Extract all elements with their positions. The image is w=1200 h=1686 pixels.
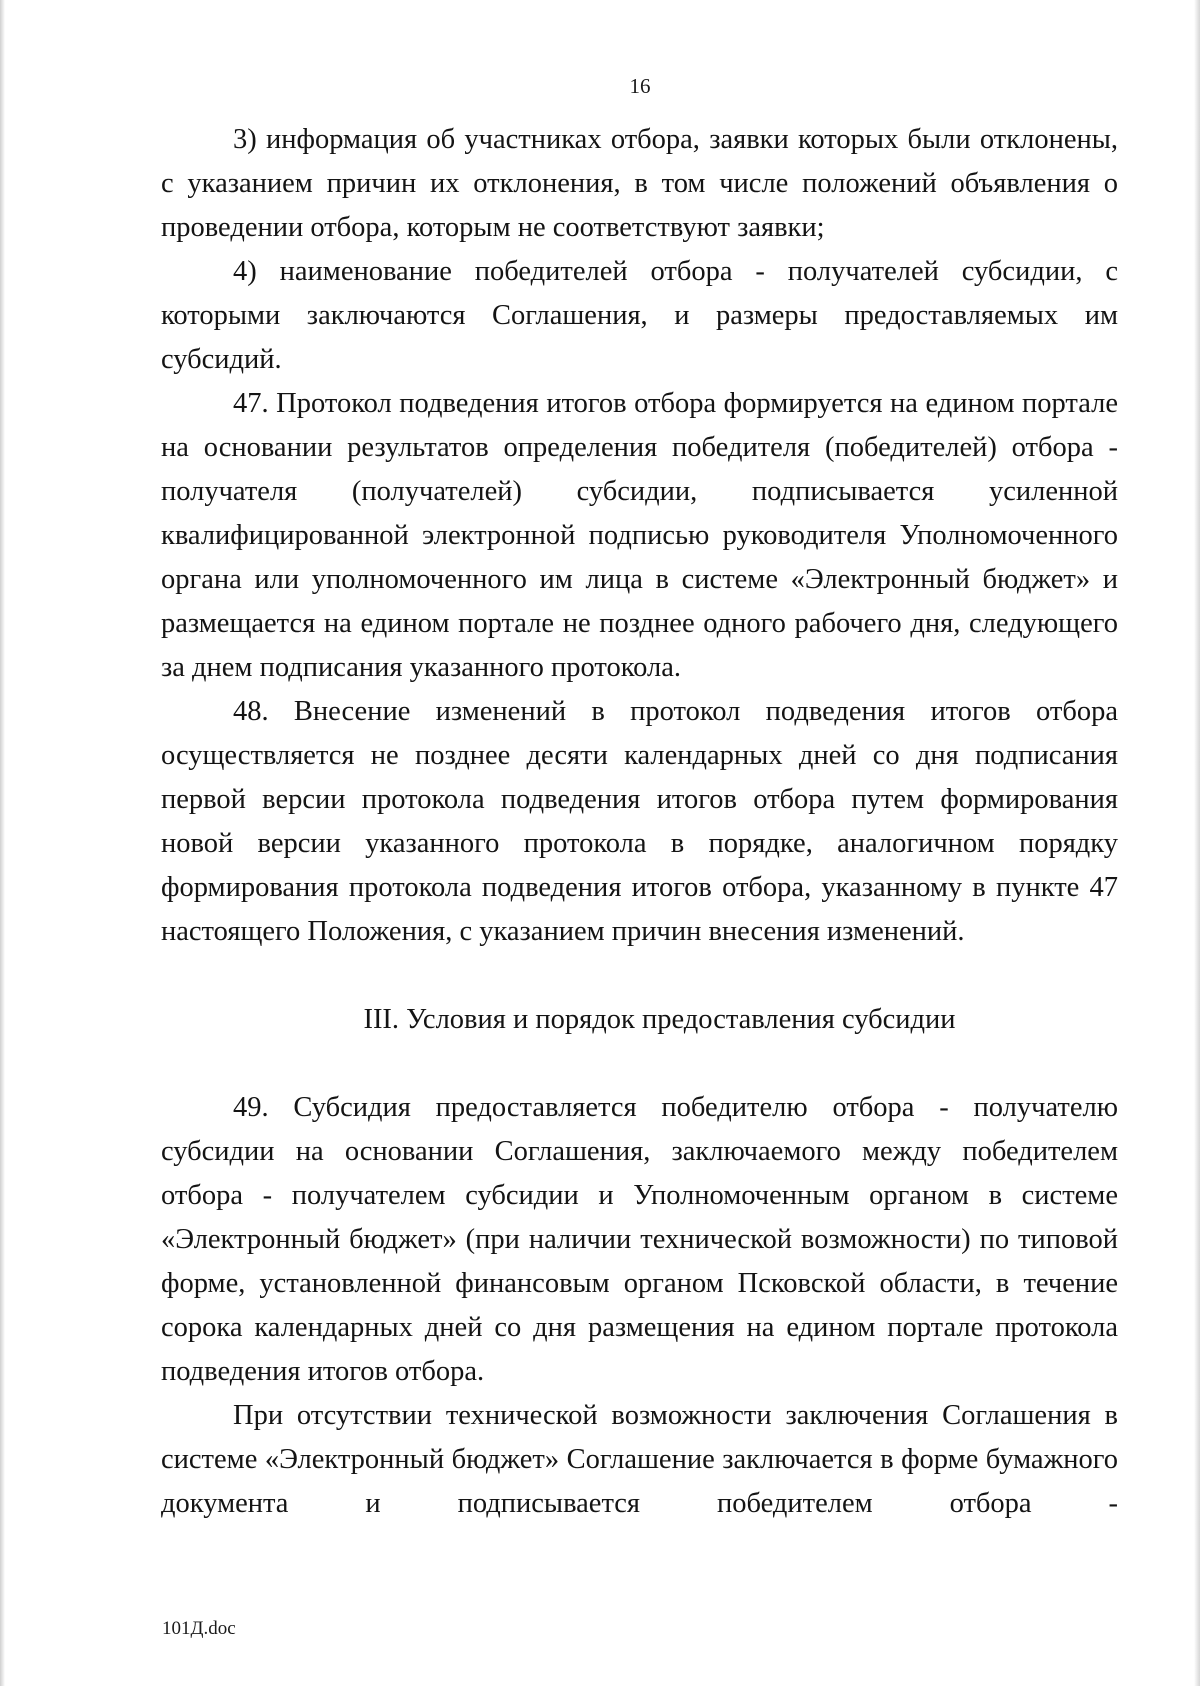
paragraph-item-3-rejected-participants: 3) информация об участниках отбора, заявки которых были отклонены, с указанием причин их отклонения, в том числе положений объявления о проведении отбора, которым не соответствуют заявки;	[161, 124, 1118, 243]
paragraph-49-subsidy: 49. Субсидия предоставляется победителю отбора - получателю субсидии на основании Соглашения, заключаемого между победителем отбора - получателем субсидии и Уполномоченным органом в системе «Электронный бюджет» (при наличии технической возможности) по типовой форме, установленной финансовым органом Псковской области, в течение сорока календарных дней со дня размещения на едином портале протокола подведения итогов отбора.	[161, 1092, 1118, 1387]
scan-edge-left	[0, 0, 5, 1686]
section-heading: III. Условия и порядок предоставления субсидии	[363, 1004, 956, 1035]
scan-edge-right	[1194, 0, 1200, 1686]
paragraph-47-protocol: 47. Протокол подведения итогов отбора формируется на едином портале на основании результатов определения победителя (победителей) отбора - получателя (получателей) субсидии, подписывается усиленной квалифицированной электронной подписью руководителя Уполномоченного органа или уполномоченного им лица в системе «Электронный бюджет» и размещается на едином портале не позднее одного рабочего дня, следующего за днем подписания указанного протокола.	[161, 388, 1118, 683]
footer-filename: 101Д.doc	[162, 1618, 236, 1639]
paragraph-item-4-winners: 4) наименование победителей отбора - получателей субсидии, с которыми заключаются Соглашения, и размеры предоставляемых им субсидий.	[161, 256, 1118, 375]
paragraph-no-technical-possibility: При отсутствии технической возможности заключения Соглашения в системе «Электронный бюджет» Соглашение заключается в форме бумажного документа и подписывается победителем отбора -	[161, 1400, 1118, 1519]
paragraph-48-protocol-changes: 48. Внесение изменений в протокол подведения итогов отбора осуществляется не позднее десяти календарных дней со дня подписания первой версии протокола подведения итогов отбора путем формирования новой версии указанного протокола в порядке, аналогичном порядку формирования протокола подведения итогов отбора, указанному в пункте 47 настоящего Положения, с указанием причин внесения изменений.	[161, 696, 1118, 947]
page-number: 16	[629, 74, 651, 98]
document-body	[161, 118, 1118, 1526]
